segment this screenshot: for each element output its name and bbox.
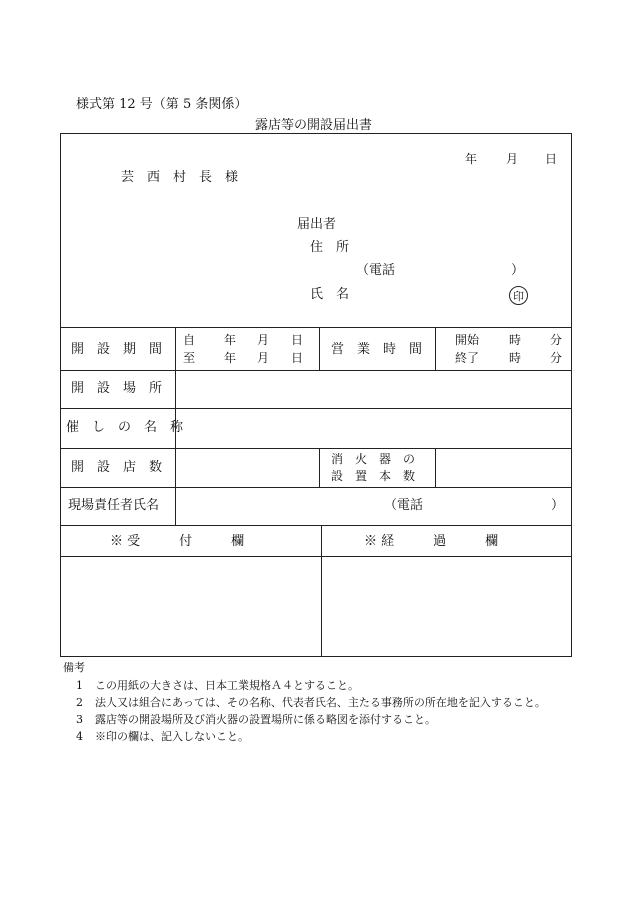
location-label: 開 設 場 所 [71,381,163,396]
period-from-month: 月 [257,333,270,347]
period-to-year: 年 [224,351,237,365]
rule-stores [60,487,572,488]
event-name-label: 催 し の 名 称 [66,420,184,435]
seal-mark: 印 [509,286,528,305]
note-num-1: 1 [76,679,83,692]
reception-column-header: ※ 受 付 欄 [110,534,245,549]
note-text-2: 法人又は組合にあっては、その名称、代表者氏名、主たる事務所の所在地を記入すること。 [95,696,546,709]
rule-location [60,408,572,409]
end-label: 終了 [455,351,480,365]
period-from-prefix: 自 [183,333,196,347]
recipient: 芸 西 村 長 様 [121,170,239,185]
address-label: 住 所 [310,240,350,255]
note-num-3: 3 [76,713,83,726]
start-label: 開始 [455,333,480,347]
note-num-4: 4 [76,730,83,743]
period-label: 開 設 期 間 [71,342,163,357]
rule-period-mid [319,327,320,370]
form-number: 様式第 12 号（第 5 条関係） [76,97,248,112]
note-text-4: ※印の欄は、記入しないこと。 [95,730,249,743]
rule-period [60,370,572,371]
note-num-2: 2 [76,696,83,709]
date-year: 年 [465,152,478,166]
period-to-day: 日 [291,351,304,365]
start-minute: 分 [550,333,563,347]
progress-column-header: ※ 経 過 欄 [364,534,499,549]
extinguisher-label-line1: 消 火 器 の [331,452,416,466]
note-text-3: 露店等の開設場所及び消火器の設置場所に係る略図を添付すること。 [95,713,436,726]
form-title: 露店等の開設届出書 [255,118,373,133]
extinguisher-label-line2: 設 置 本 数 [331,469,416,483]
notes-heading: 備考 [63,661,85,674]
start-hour: 時 [509,333,522,347]
rule-stores-right [435,448,436,487]
phone-open: （電話 [356,263,396,278]
manager-phone-close: ） [551,498,565,513]
period-to-month: 月 [257,351,270,365]
rule-event [60,448,572,449]
rule-period-right [435,327,436,370]
store-count-label: 開 設 店 数 [71,460,163,475]
applicant-label: 届出者 [297,217,337,232]
manager-phone-open: （電話 [384,498,424,513]
period-from-day: 日 [291,333,304,347]
period-to-prefix: 至 [183,351,196,365]
rule-manager [60,525,572,526]
note-text-1: この用紙の大きさは、日本工業規格Ａ４とすること。 [95,679,359,692]
rule-stores-mid [319,448,320,487]
end-minute: 分 [550,351,563,365]
manager-label: 現場責任者氏名 [68,498,160,513]
end-hour: 時 [509,351,522,365]
rule-top [60,327,572,328]
phone-close: ） [511,263,525,278]
date-month: 月 [506,152,519,166]
name-label: 氏 名 [310,287,350,302]
period-from-year: 年 [224,333,237,347]
rule-office-split [321,525,322,657]
hours-label: 営 業 時 間 [331,342,423,357]
date-day: 日 [545,152,558,166]
rule-office-header [60,556,572,557]
